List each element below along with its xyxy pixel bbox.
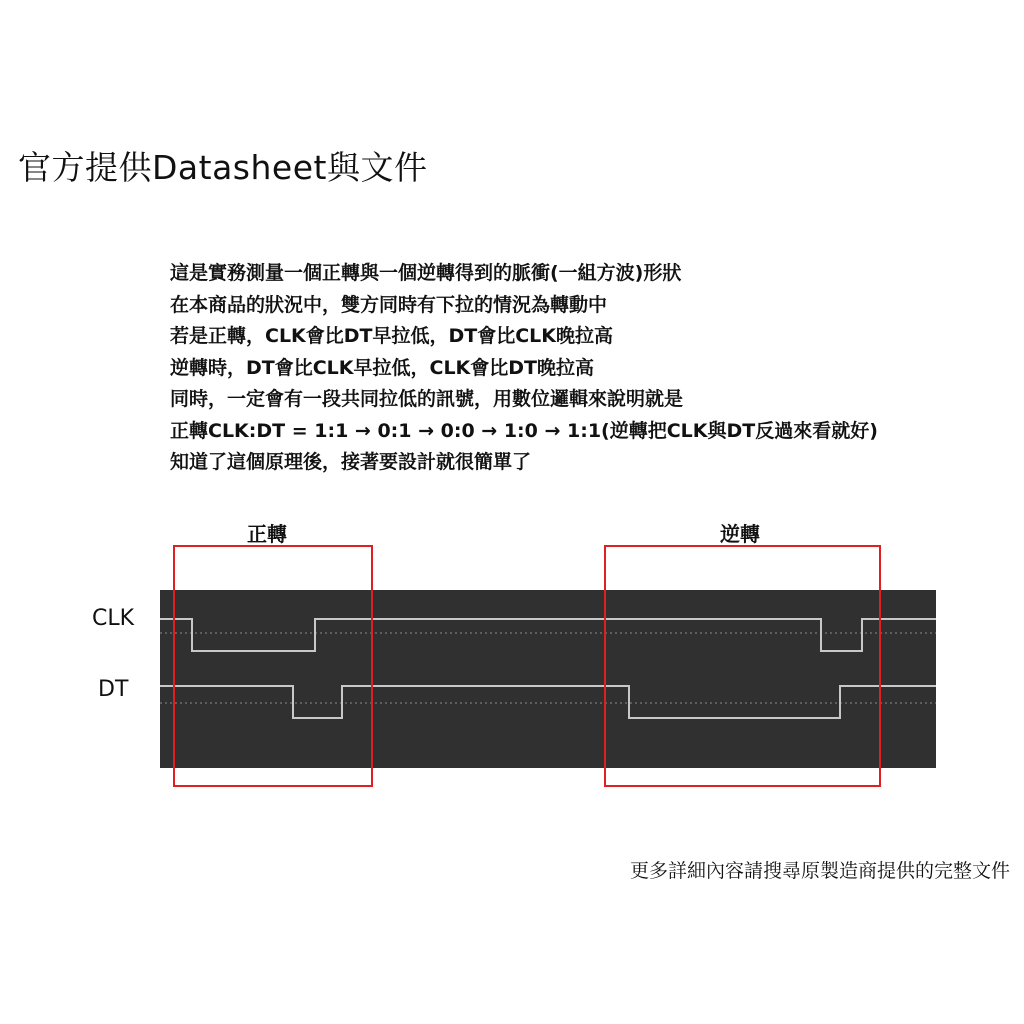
page-title: 官方提供Datasheet與文件 bbox=[18, 148, 428, 187]
description-line: 這是實務測量一個正轉與一個逆轉得到的脈衝(一組方波)形狀 bbox=[170, 262, 682, 284]
description-line: 在本商品的狀況中，雙方同時有下拉的情況為轉動中 bbox=[170, 293, 608, 316]
description-line: 若是正轉，CLK會比DT早拉低，DT會比CLK晚拉高 bbox=[170, 325, 614, 347]
forward-rotation-label: 正轉 bbox=[247, 522, 287, 546]
description-line: 知道了這個原理後，接著要設計就很簡單了 bbox=[170, 451, 532, 473]
dt-signal-label: DT bbox=[98, 677, 129, 702]
description-line: 逆轉時，DT會比CLK早拉低，CLK會比DT晚拉高 bbox=[170, 356, 595, 379]
description-line: 正轉CLK:DT = 1:1 → 0:1 → 0:0 → 1:0 → 1:1(逆轉把CLK與DT反過來看就好) bbox=[170, 419, 878, 442]
footer-note: 更多詳細內容請搜尋原製造商提供的完整文件 bbox=[629, 860, 1010, 882]
clk-signal-label: CLK bbox=[92, 606, 135, 631]
description-line: 同時，一定會有一段共同拉低的訊號，用數位邏輯來說明就是 bbox=[170, 388, 684, 410]
reverse-rotation-label: 逆轉 bbox=[720, 522, 760, 546]
scope-background bbox=[160, 590, 936, 768]
